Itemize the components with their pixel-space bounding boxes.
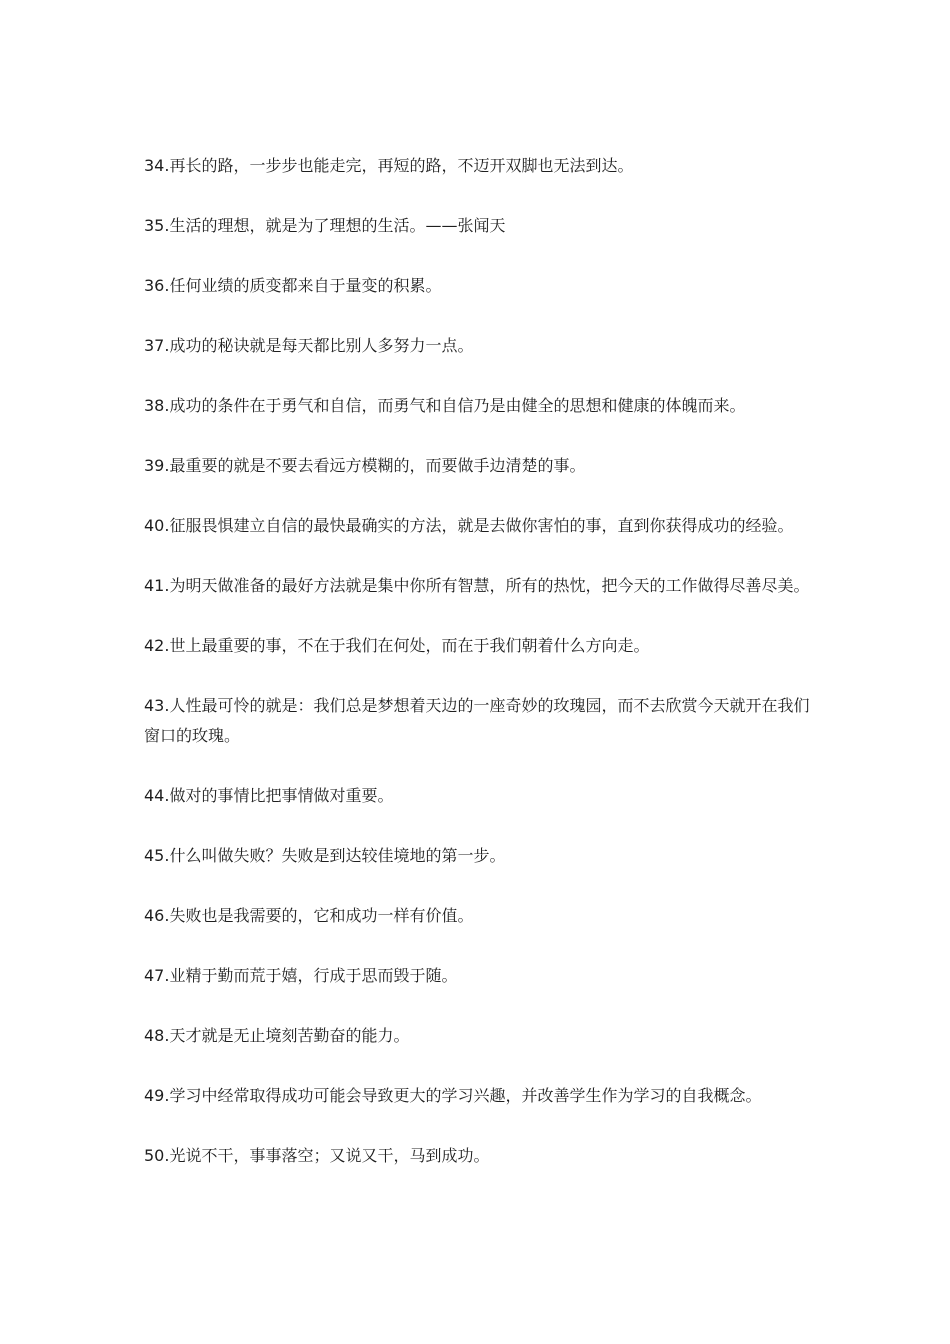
quote-item: 48.天才就是无止境刻苦勤奋的能力。 [144,1026,410,1045]
quote-item: 38.成功的条件在于勇气和自信，而勇气和自信乃是由健全的思想和健康的体魄而来。 [144,396,746,415]
quote-item: 36.任何业绩的质变都来自于量变的积累。 [144,276,442,295]
quote-item: 35.生活的理想，就是为了理想的生活。——张闻天 [144,216,506,235]
quote-list [144,151,816,1201]
quote-item: 39.最重要的就是不要去看远方模糊的，而要做手边清楚的事。 [144,456,586,475]
quote-item: 47.业精于勤而荒于嬉，行成于思而毁于随。 [144,966,458,985]
quote-item: 37.成功的秘诀就是每天都比别人多努力一点。 [144,336,474,355]
quote-item: 44.做对的事情比把事情做对重要。 [144,786,394,805]
quote-item: 45.什么叫做失败？失败是到达较佳境地的第一步。 [144,846,506,865]
quote-item: 42.世上最重要的事，不在于我们在何处，而在于我们朝着什么方向走。 [144,636,650,655]
quote-item: 41.为明天做准备的最好方法就是集中你所有智慧，所有的热忱，把今天的工作做得尽善尽美。 [144,576,810,595]
quote-item: 34.再长的路，一步步也能走完，再短的路，不迈开双脚也无法到达。 [144,156,634,175]
quote-item: 50.光说不干，事事落空；又说又干，马到成功。 [144,1146,490,1165]
quote-item: 40.征服畏惧建立自信的最快最确实的方法，就是去做你害怕的事，直到你获得成功的经验。 [144,516,794,535]
quote-item: 49.学习中经常取得成功可能会导致更大的学习兴趣，并改善学生作为学习的自我概念。 [144,1086,762,1105]
quote-item: 43.人性最可怜的就是：我们总是梦想着天边的一座奇妙的玫瑰园，而不去欣赏今天就开在我们窗口的玫瑰。 [144,696,810,745]
quote-item: 46.失败也是我需要的，它和成功一样有价值。 [144,906,474,925]
